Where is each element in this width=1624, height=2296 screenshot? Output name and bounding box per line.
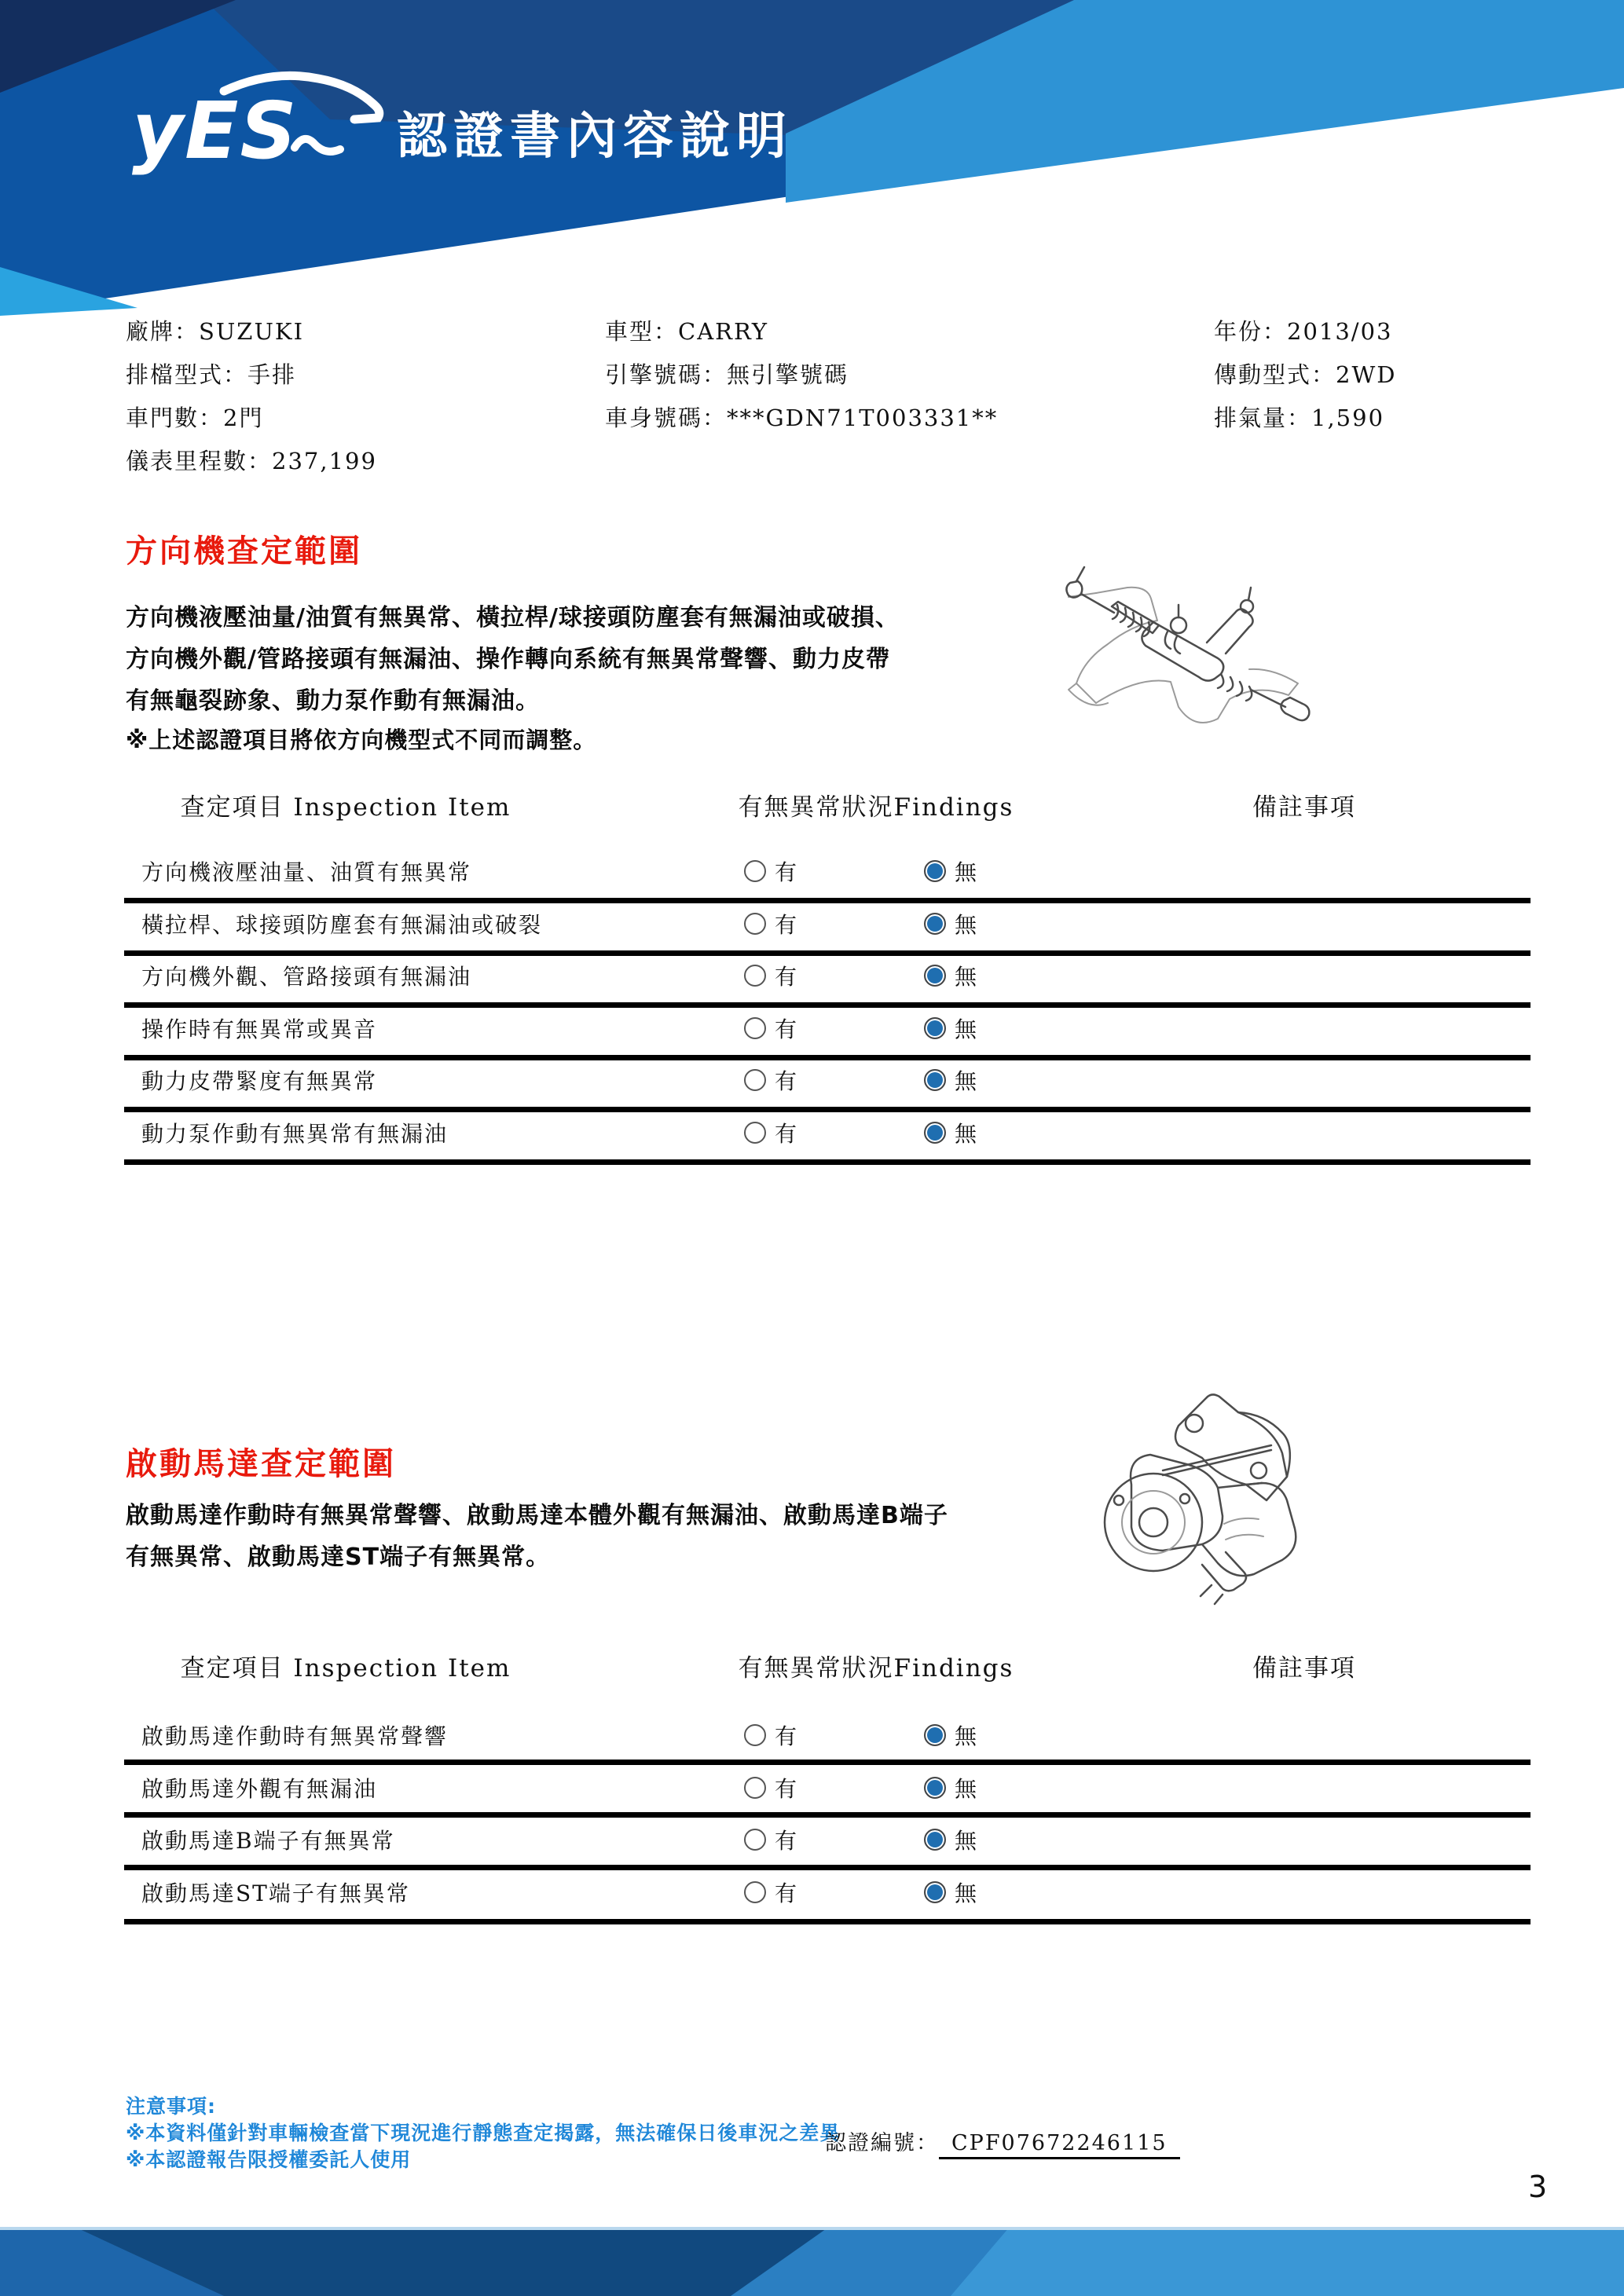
yes-logo: yES [132,85,299,177]
radio-yes-label: 有 [775,1121,798,1147]
table-row [0,1825,1624,1858]
radio-no[interactable] [924,1069,946,1091]
desc-line: 啟動馬達作動時有無異常聲響、啟動馬達本體外觀有無漏油、啟動馬達B端子 [126,1502,948,1529]
radio-no-label: 無 [955,1723,978,1749]
inspection-item-label: 方向機液壓油量、油質有無異常 [141,859,472,885]
table-row [0,856,1624,889]
radio-yes[interactable] [744,1724,766,1746]
radio-no[interactable] [924,1724,946,1746]
notice-title: 注意事項: [126,2095,216,2118]
notice-line: ※本認證報告限授權委託人使用 [126,2148,412,2171]
row-divider [124,1760,1531,1765]
inspection-item-label: 操作時有無異常或異音 [141,1016,378,1042]
row-divider [124,1159,1531,1165]
table-row [0,1118,1624,1151]
header-banner [0,0,1624,346]
vehicle-doors: 車門數：2門 [126,405,264,431]
t1-col-item-header: 查定項目 Inspection Item [180,793,511,822]
radio-yes[interactable] [744,1777,766,1799]
car-silhouette-icon [200,68,385,162]
steering-rack-line-art [1053,550,1320,746]
table-row [0,1013,1624,1046]
t2-col-findings-header: 有無異常狀況Findings [738,1654,1014,1683]
t2-col-item-header: 查定項目 Inspection Item [180,1654,511,1683]
radio-no[interactable] [924,1017,946,1039]
vehicle-mileage: 儀表里程數：237,199 [126,448,377,474]
table-row [0,1773,1624,1806]
radio-no-label: 無 [955,1880,978,1906]
radio-yes[interactable] [744,860,766,882]
row-divider [124,1002,1531,1008]
table-row [0,909,1624,942]
radio-no-label: 無 [955,964,978,990]
inspection-item-label: 啟動馬達B端子有無異常 [141,1828,395,1854]
cert-number-value: CPF07672246115 [939,2131,1180,2159]
notice-line: ※本資料僅針對車輛檢查當下現況進行靜態查定揭露，無法確保日後車況之差異 [126,2122,841,2144]
t1-col-findings-header: 有無異常狀況Findings [738,793,1014,822]
radio-no-label: 無 [955,912,978,938]
radio-no-label: 無 [955,1776,978,1802]
radio-yes[interactable] [744,913,766,935]
radio-no-label: 無 [955,1068,978,1094]
section-steering-title: 方向機查定範圍 [126,533,362,569]
page-title: 認證書內容說明 [397,108,793,166]
row-divider [124,1107,1531,1112]
row-divider [124,1812,1531,1818]
footer-geometric-strip [0,2227,1624,2296]
vehicle-model: 車型：CARRY [605,318,769,345]
radio-no[interactable] [924,1829,946,1851]
desc-line: 方向機液壓油量/油質有無異常、橫拉桿/球接頭防塵套有無漏油或破損、 [126,604,900,632]
row-divider [124,898,1531,903]
radio-no-label: 無 [955,859,978,885]
radio-yes-label: 有 [775,1068,798,1094]
row-divider [124,1865,1531,1870]
section-steering-description [126,597,900,722]
radio-yes-label: 有 [775,964,798,990]
radio-yes[interactable] [744,1122,766,1144]
section-starter-description [126,1495,948,1578]
radio-yes-label: 有 [775,1016,798,1042]
vehicle-transmission: 排檔型式：手排 [126,361,297,388]
section-steering-note: ※上述認證項目將依方向機型式不同而調整。 [126,727,597,753]
radio-yes-label: 有 [775,1828,798,1854]
t1-col-remark-header: 備註事項 [1252,793,1356,822]
vehicle-vin: 車身號碼：***GDN71T003331** [605,405,999,431]
desc-line: 方向機外觀/管路接頭有無漏油、操作轉向系統有無異常聲響、動力皮帶 [126,646,890,673]
inspection-item-label: 啟動馬達ST端子有無異常 [141,1880,410,1906]
vehicle-brand: 廠牌：SUZUKI [126,318,305,345]
inspection-item-label: 方向機外觀、管路接頭有無漏油 [141,964,472,990]
radio-yes-label: 有 [775,1723,798,1749]
desc-line: 有無龜裂跡象、動力泵作動有無漏油。 [126,687,540,715]
radio-no[interactable] [924,860,946,882]
row-divider [124,950,1531,956]
radio-yes-label: 有 [775,1880,798,1906]
radio-yes[interactable] [744,1069,766,1091]
table-row [0,1877,1624,1910]
radio-yes[interactable] [744,965,766,987]
cert-number-line [825,2126,1180,2159]
radio-no-label: 無 [955,1828,978,1854]
vehicle-displacement: 排氣量：1,590 [1214,405,1385,431]
inspection-item-label: 動力泵作動有無異常有無漏油 [141,1121,449,1147]
starter-motor-line-art [1084,1382,1344,1626]
inspection-item-label: 啟動馬達作動時有無異常聲響 [141,1723,449,1749]
radio-yes-label: 有 [775,912,798,938]
table-row [0,1720,1624,1753]
t2-col-remark-header: 備註事項 [1252,1654,1356,1683]
vehicle-engine-no: 引擎號碼：無引擎號碼 [605,361,849,388]
vehicle-year: 年份：2013/03 [1214,318,1393,345]
vehicle-drivetrain: 傳動型式：2WD [1214,361,1397,388]
inspection-item-label: 動力皮帶緊度有無異常 [141,1068,378,1094]
inspection-item-label: 橫拉桿、球接頭防塵套有無漏油或破裂 [141,912,543,938]
cert-number-label: 認證編號： [825,2131,939,2155]
table-row [0,1065,1624,1098]
table-row [0,961,1624,994]
row-divider [124,1919,1531,1924]
radio-yes-label: 有 [775,1776,798,1802]
radio-no[interactable] [924,1777,946,1799]
radio-yes[interactable] [744,1017,766,1039]
radio-no[interactable] [924,1881,946,1903]
radio-yes[interactable] [744,1881,766,1903]
radio-yes-label: 有 [775,859,798,885]
radio-no-label: 無 [955,1121,978,1147]
radio-yes[interactable] [744,1829,766,1851]
radio-no-label: 無 [955,1016,978,1042]
radio-no[interactable] [924,965,946,987]
page-number: 3 [1528,2170,1548,2204]
radio-no[interactable] [924,1122,946,1144]
row-divider [124,1055,1531,1060]
inspection-item-label: 啟動馬達外觀有無漏油 [141,1776,378,1802]
desc-line: 有無異常、啟動馬達ST端子有無異常。 [126,1543,551,1571]
section-starter-title: 啟動馬達查定範圍 [126,1446,396,1482]
radio-no[interactable] [924,913,946,935]
